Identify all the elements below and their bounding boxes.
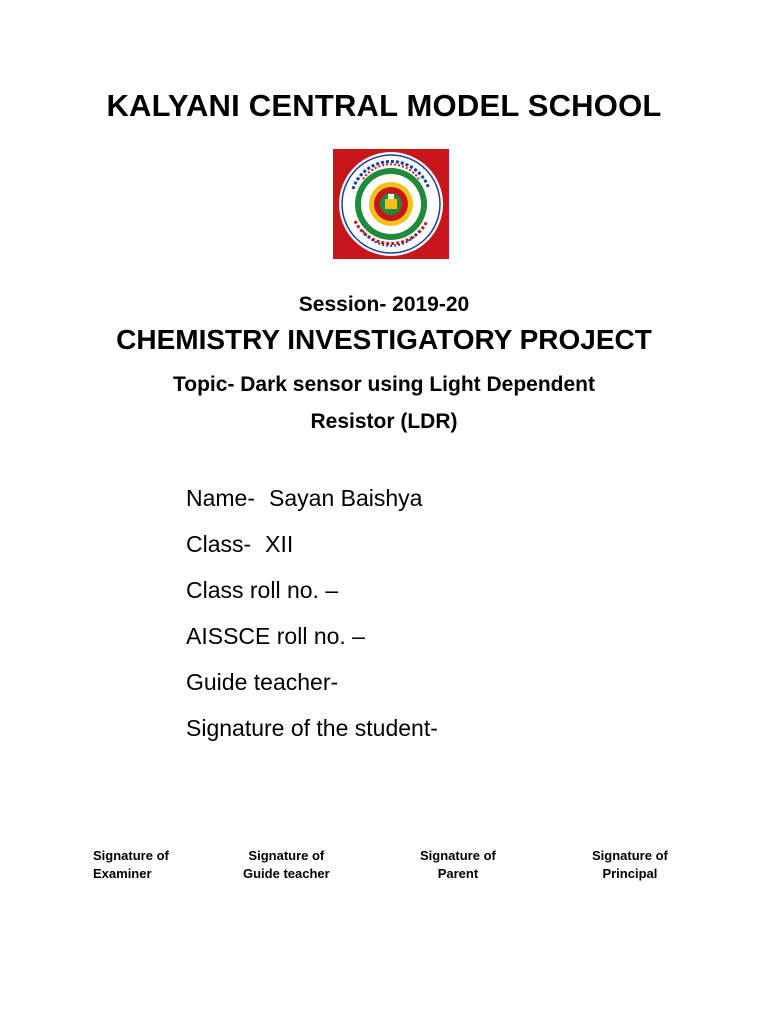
signature-caption: Signature of [420,848,496,863]
school-logo [333,149,449,259]
class-field [186,527,706,573]
signature-role: Parent [437,866,479,881]
project-topic [134,366,634,440]
student-signature-field: Signature of the student- [186,715,438,741]
session-label: Session- 2019-20 [298,293,470,316]
signature-caption: Signature of [93,848,169,863]
principal-signature [592,847,668,883]
examiner-signature [93,847,169,883]
class-value: XII [265,531,294,557]
signature-caption: Signature of [592,848,668,863]
guide-teacher-field: Guide teacher- [186,669,339,695]
signature-role: Principal [602,866,658,881]
signature-row [0,847,768,887]
class-roll-field: Class roll no. – [186,577,339,603]
project-title: CHEMISTRY INVESTIGATORY PROJECT [116,324,652,355]
student-details [186,481,706,757]
school-name: KALYANI CENTRAL MODEL SCHOOL [106,88,662,123]
signature-caption: Signature of [248,848,325,863]
signature-role: Examiner [93,866,152,881]
aissce-roll-field: AISSCE roll no. – [186,623,365,649]
name-value: Sayan Baishya [269,485,423,511]
topic-line-2: Resistor (LDR) [310,410,458,433]
guide-teacher-signature [243,847,330,883]
name-label: Name- [186,485,256,511]
signature-role: Guide teacher [243,866,330,881]
name-field [186,481,706,527]
class-label: Class- [186,531,252,557]
parent-signature [420,847,496,883]
topic-line-1: Topic- Dark sensor using Light Dependent [173,373,595,396]
